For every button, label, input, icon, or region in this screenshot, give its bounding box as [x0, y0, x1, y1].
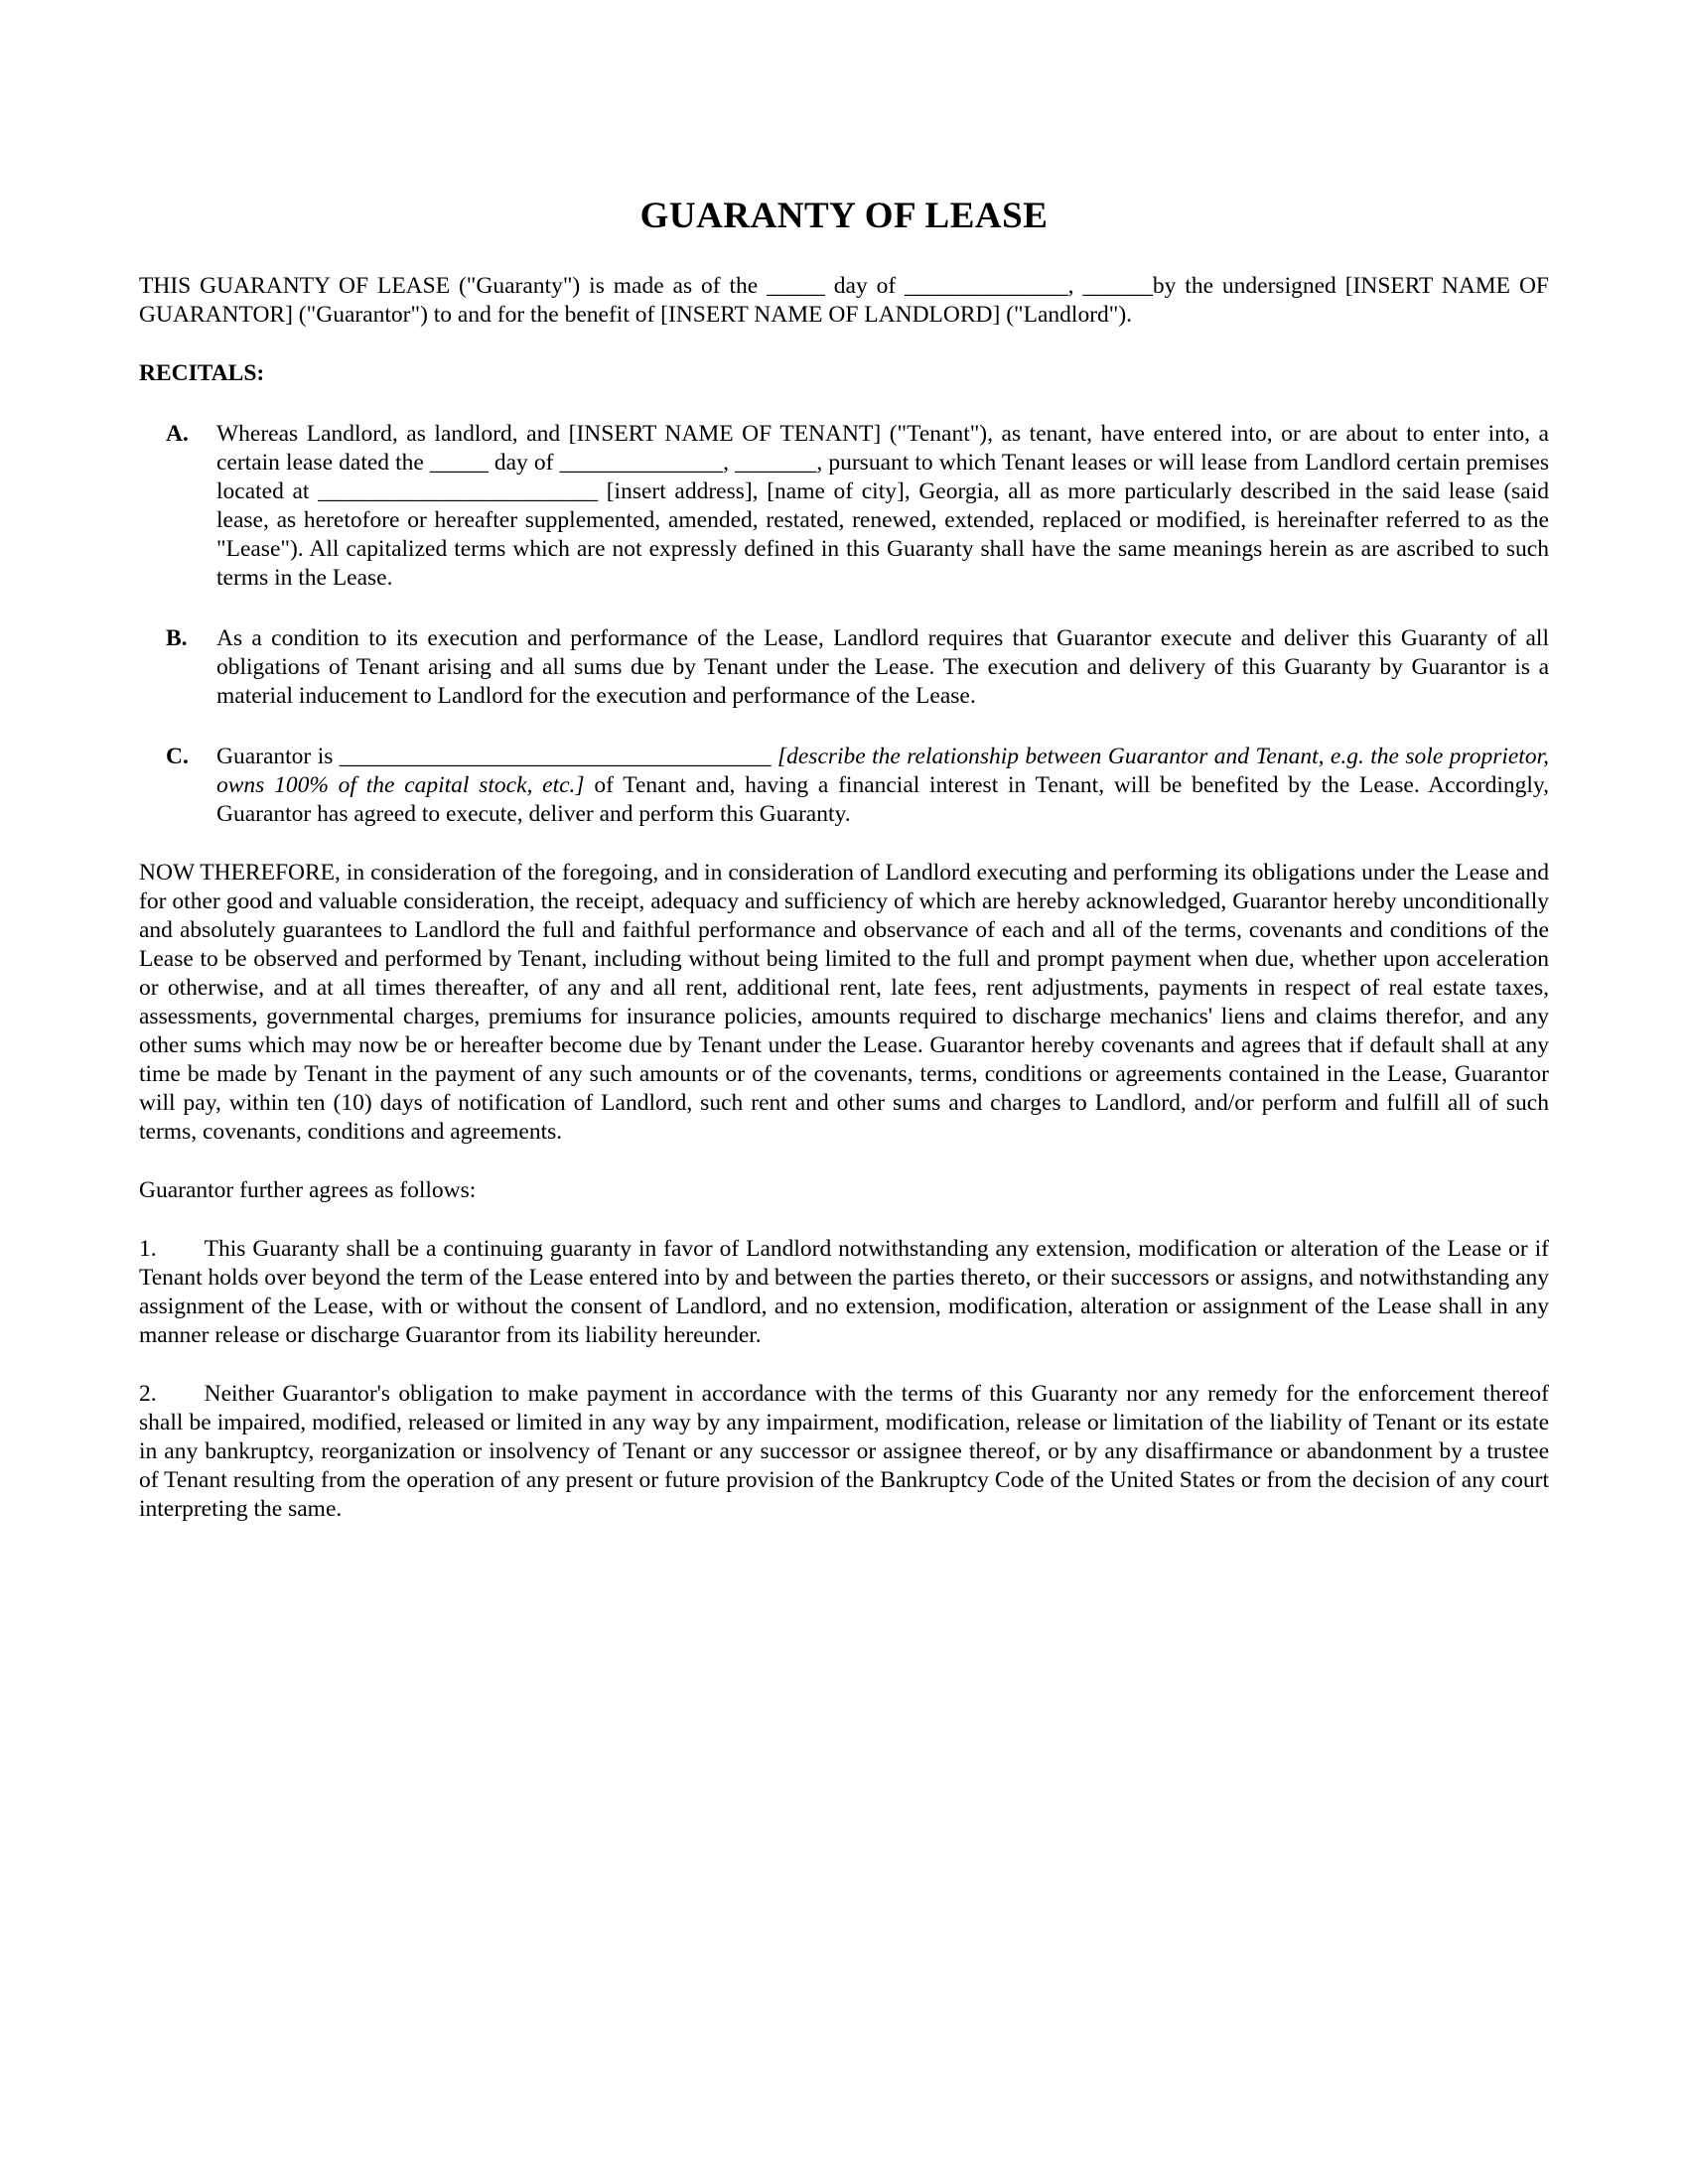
recital-label-c: C.: [166, 744, 189, 769]
paragraph-number-2: 2.: [139, 1381, 157, 1407]
recital-text-a: Whereas Landlord, as landlord, and [INSERT NAME OF TENANT] ("Tenant"), as tenant, have entered into, or are about to enter into, a certain lease dated the _____ day of ______________, _______, pursuant to which Tenant leases or will lease from Landlord certain premises located at ________________________ [insert address], [name of city], Georgia, all as more particularly described in the said lease (said lease, as heretofore or hereafter supplemented, amended, restated, renewed, extended, replaced or modified, is hereinafter referred to as the "Lease"). All capitalized terms which are not expressly defined in this Guaranty shall have the same meanings herein as are ascribed to such terms in the Lease.: [216, 421, 1549, 591]
recital-label-a: A.: [166, 421, 189, 447]
numbered-paragraph-1-text: This Guaranty shall be a continuing guaranty in favor of Landlord notwithstanding any extension, modification or alteration of the Lease or if Tenant holds over beyond the term of the Lease entered into by and between the parties thereto, or their successors or assigns, and notwithstanding any assignment of the Lease, with or without the consent of Landlord, and no extension, modification, alteration or assignment of the Lease shall in any manner release or discharge Guarantor from its liability hereunder.: [139, 1236, 1549, 1348]
now-therefore-paragraph: NOW THEREFORE, in consideration of the foregoing, and in consideration of Landlord executing and performing its obligations under the Lease and for other good and valuable consideration, the receipt, adequacy and sufficiency of which are hereby acknowledged, Guarantor hereby unconditionally and absolutely guarantees to Landlord the full and faithful performance and observance of each and all of the terms, covenants and conditions of the Lease to be observed and performed by Tenant, including without being limited to the full and prompt payment when due, whether upon acceleration or otherwise, and at all times thereafter, of any and all rent, additional rent, late fees, rent adjustments, payments in respect of real estate taxes, assessments, governmental charges, premiums for insurance policies, amounts required to discharge mechanics' liens and claims therefor, and any other sums which may now be or hereafter become due by Tenant under the Lease. Guarantor hereby covenants and agrees that if default shall at any time be made by Tenant in the payment of any such amounts or of the covenants, terms, conditions or agreements contained in the Lease, Guarantor will pay, within ten (10) days of notification of Landlord, such rent and other sums and charges to Landlord, and/or perform and fulfill all of such terms, covenants, conditions and agreements.: [139, 860, 1549, 1145]
document-title: GUARANTY OF LEASE: [639, 196, 1049, 236]
recital-text-b: As a condition to its execution and performance of the Lease, Landlord requires that Guarantor execute and deliver this Guaranty of all obligations of Tenant arising and all sums due by Tenant under the Lease. The execution and delivery of this Guaranty by Guarantor is a material inducement to Landlord for the execution and performance of the Lease.: [216, 625, 1549, 709]
recital-item-b: [139, 624, 1549, 711]
numbered-paragraph-2-text: Neither Guarantor's obligation to make payment in accordance with the terms of this Guaranty nor any remedy for the enforcement thereof shall be impaired, modified, released or limited in any way by any impairment, modification, release or limitation of the liability of Tenant or its estate in any bankruptcy, reorganization or insolvency of Tenant or any successor or assignee thereof, or by any disaffirmance or abandonment by a trustee of Tenant resulting from the operation of any present or future provision of the Bankruptcy Code of the United States or from the decision of any court interpreting the same.: [139, 1381, 1549, 1522]
paragraph-number-1: 1.: [139, 1236, 157, 1262]
intro-paragraph: THIS GUARANTY OF LEASE ("Guaranty") is made as of the _____ day of ______________, ______by the undersigned [INSERT NAME OF GUARANTOR] ("Guarantor") to and for the benefit of [INSERT NAME OF LANDLORD] ("Landlord").: [139, 273, 1549, 328]
recital-item-a: [139, 420, 1549, 593]
recital-c-closing-segment: of Tenant and, having a financial interest in Tenant, will be benefited by the Lease. Accordingly, Guarantor has agreed to execute, deliver and perform this Guaranty.: [216, 772, 1549, 827]
recital-c-blank-segment: Guarantor is _____________________________________: [216, 744, 777, 769]
recital-item-c: [139, 743, 1549, 829]
numbered-paragraph-1: [139, 1235, 1549, 1350]
recital-text-c: [216, 743, 1549, 829]
recitals-heading: RECITALS:: [139, 360, 265, 386]
further-agrees-paragraph: Guarantor further agrees as follows:: [139, 1177, 477, 1203]
recital-c-italic-instruction: [describe the relationship between Guarantor and Tenant, e.g. the sole proprietor, owns 100% of the capital stock, etc.]: [216, 744, 1550, 798]
numbered-paragraph-2: [139, 1380, 1549, 1524]
recital-label-b: B.: [166, 625, 188, 651]
